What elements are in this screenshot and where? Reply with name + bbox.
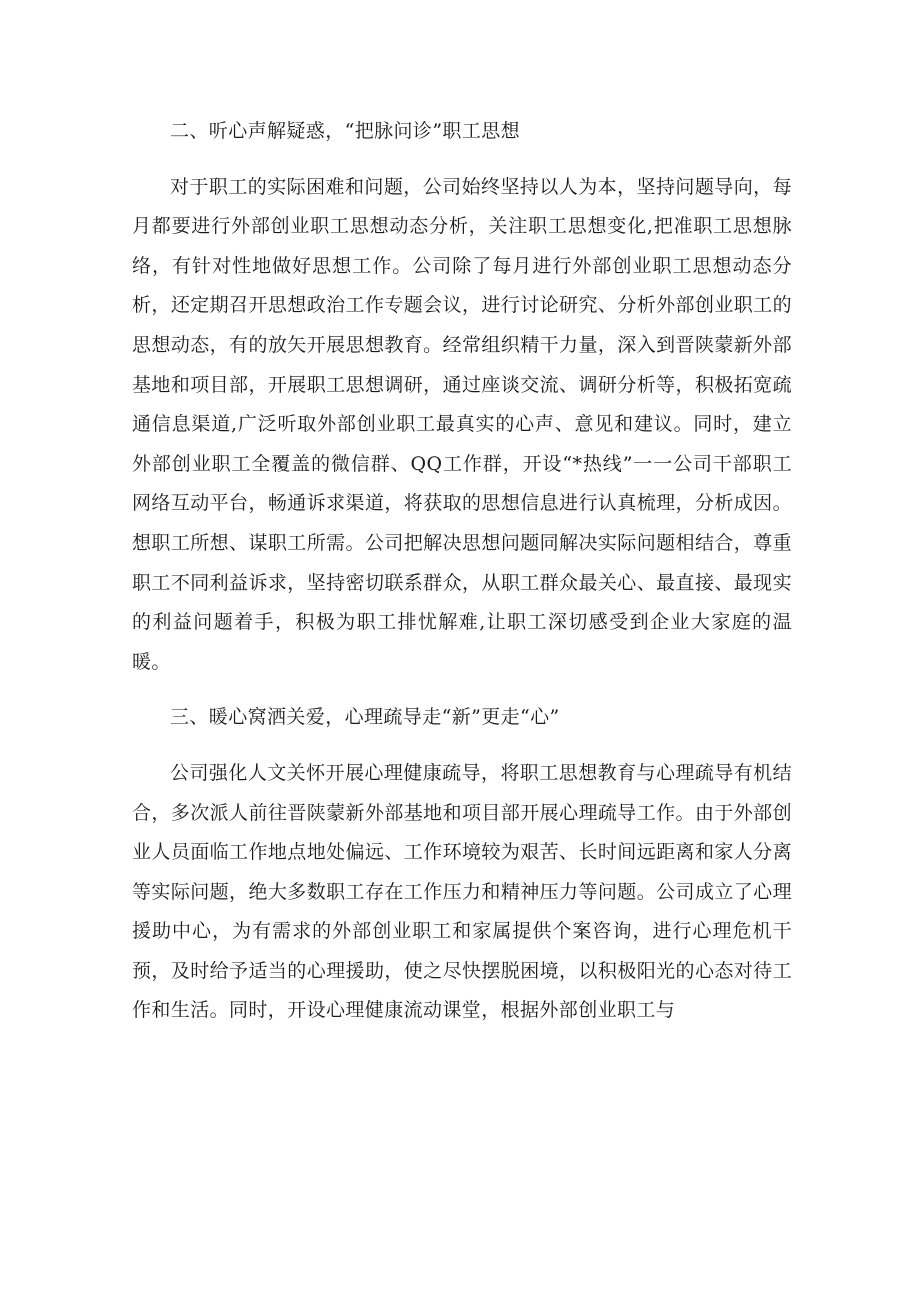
section-3-heading: 三、暖心窝洒关爱，心理疏导走“新”更走“心” <box>170 706 560 729</box>
section-2-heading: 二、听心声解疑惑，“把脉问诊”职工思想 <box>170 120 521 142</box>
section-3-paragraph: 公司强化人文关怀开展心理健康疏导，将职工思想教育与心理疏导有机结合，多次派人前往晋陕蒙新外部基地和项目部开展心理疏导工作。由于外部创业人员面临工作地点地处偏远、工作环境较为艰苦、长时间远距离和家人分离等实际问题，绝大多数职工存在工作压力和精神压力等问题。公司成立了心理援助中心，为有需求的外部创业职工和家属提供个案咨询，进行心理危机干预，及时给予适当的心理援助，使之尽快摆脱困境，以积极阳光的心态对待工作和生活。同时，开设心理健康流动课堂，根据外部创业职工与 <box>132 761 792 1022</box>
section-2-paragraph: 对于职工的实际困难和问题，公司始终坚持以人为本，坚持问题导向，每月都要进行外部创业职工思想动态分析，关注职工思想变化,把准职工思想脉络，有针对性地做好思想工作。公司除了每月进行外部创业职工思想动态分析，还定期召开思想政治工作专题会议，进行讨论研究、分析外部创业职工的思想动态，有的放矢开展思想教育。经常组织精干力量，深入到晋陕蒙新外部基地和项目部，开展职工思想调研，通过座谈交流、调研分析等，积极拓宽疏通信息渠道,广泛听取外部创业职工最真实的心声、意见和建议。同时，建立外部创业职工全覆盖的微信群、QQ工作群，开设“*热线”一一公司干部职工网络互动平台，畅通诉求渠道，将获取的思想信息进行认真梳理，分析成因。想职工所想、谋职工所需。公司把解决思想问题同解决实际问题相结合，尊重职工不同利益诉求，坚持密切联系群众，从职工群众最关心、最直接、最现实的利益问题着手，积极为职工排忧解难,让职工深切感受到企业大家庭的温暖。 <box>132 175 792 673</box>
